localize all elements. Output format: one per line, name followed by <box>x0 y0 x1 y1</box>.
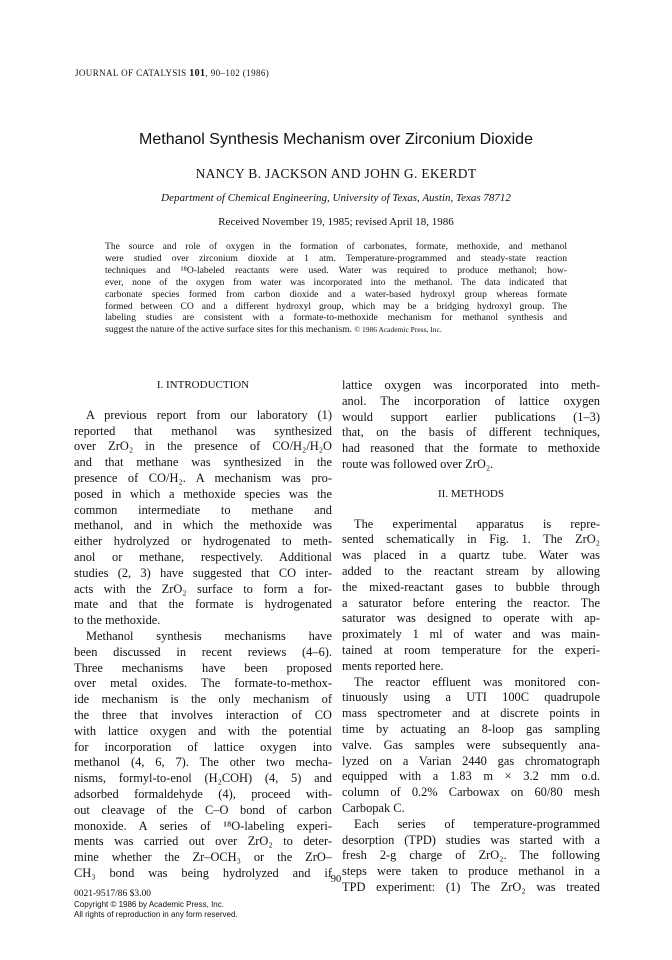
text-line: Carbopak C. <box>342 800 405 815</box>
text-line: fresh 2-g charge of ZrO₂. The following <box>342 848 600 863</box>
abstract-line: were studied over zirconium dioxide at 1 atm. Temperature-programmed and steady-state reaction <box>105 252 567 264</box>
text-line: The experimental apparatus is repre- <box>354 516 600 531</box>
text-line: route was followed over ZrO₂. <box>342 456 494 471</box>
text-line: equipped with a 1.83 m × 3.2 mm o.d. <box>342 769 600 784</box>
text-line: acts with the ZrO₂ surface to form a for- <box>74 581 332 596</box>
received-dates: Received November 19, 1985; revised April 18, 1986 <box>218 216 454 228</box>
abstract-line: suggest the nature of the active surface sites for this mechanism. © 1986 Academic Press, Inc. <box>105 324 442 336</box>
text-line: over ZrO₂ in the presence of CO/H₂/H₂O <box>74 439 332 454</box>
text-line: mass spectrometer and at discrete points in <box>342 706 600 721</box>
text-line: anol. The incorporation of lattice oxygen <box>342 393 600 408</box>
journal-pages: 90–102 (1986) <box>210 68 270 78</box>
text-line: added to the reactant stream by allowing <box>342 563 600 578</box>
text-line: mine whether the Zr–OCH₃ or the ZrO– <box>74 850 332 865</box>
text-line: ments was carried out over ZrO₂ to deter- <box>74 834 332 849</box>
text-line: presence of CO/H₂. A mechanism was pro- <box>74 470 332 485</box>
abstract-line: labeling studies are consistent with a formate-to-methoxide mechanism for methanol synthesis and <box>105 312 567 324</box>
text-line: desorption (TPD) studies was started with a <box>342 832 600 847</box>
text-line: methanol (4, 6, 7). The other two mecha- <box>74 755 332 770</box>
authors: NANCY B. JACKSON AND JOHN G. EKERDT <box>195 166 477 181</box>
text-line: tinuously using a UTI 100C quadrupole <box>342 690 600 705</box>
journal-volume: 101 <box>189 68 206 79</box>
text-line: studies (2, 3) have suggested that CO inter- <box>74 565 332 580</box>
text-line: The reactor effluent was monitored con- <box>354 674 600 689</box>
text-line: was placed in a quartz tube. Water was <box>342 548 600 563</box>
abstract-line: carbonate species formed from carbon dioxide and a water-based hydroxyl group whereas formate <box>105 288 567 300</box>
text-line: nisms, formyl-to-enol (H₂COH) (4, 5) and <box>74 771 332 786</box>
text-line: A previous report from our laboratory (1) <box>86 407 332 422</box>
text-line: TPD experiment: (1) The ZrO₂ was treated <box>342 879 600 894</box>
text-line: and that methane was synthesized in the <box>74 455 332 470</box>
text-line: posed in which a methoxide species was the <box>74 486 332 501</box>
text-line <box>342 473 600 487</box>
text-line: over metal oxides. The formate-to-methox- <box>74 676 332 691</box>
text-line: time by actuating an 8-loop gas sampling <box>342 721 600 736</box>
text-line: sented schematically in Fig. 1. The ZrO₂ <box>342 532 600 547</box>
text-line: valve. Gas samples were subsequently ana- <box>342 737 600 752</box>
text-line: CH₃ bond was being hydrolyzed and if <box>74 865 332 880</box>
text-line: to the methoxide. <box>74 613 161 628</box>
text-line: common intermediate to methane and <box>74 502 332 517</box>
text-line: column of 0.2% Carbowax on 60/80 mesh <box>342 785 600 800</box>
text-line: Three mechanisms have been proposed <box>74 660 332 675</box>
text-line: that, on the basis of different techniques, <box>342 425 600 440</box>
left-column <box>74 378 332 882</box>
abstract-line: formed between CO and a different hydroxyl group, which may be a bridging hydroxyl group. The <box>105 300 567 312</box>
text-line: monoxide. A series of ¹⁸O-labeling experi- <box>74 818 332 833</box>
text-line: a saturator before entering the reactor. The <box>342 595 600 610</box>
page-number: 90 <box>330 874 342 885</box>
section-heading: II. METHODS <box>438 487 504 500</box>
text-line: the three that involves interaction of CO <box>74 707 332 722</box>
text-line: saturator was designed to operate with ap- <box>342 611 600 626</box>
text-line: methanol, and in which the methoxide was <box>74 518 332 533</box>
abstract-copyright: © 1986 Academic Press, Inc. <box>354 325 442 335</box>
text-line: would support earlier publications (1–3) <box>342 409 600 424</box>
text-line: Each series of temperature-programmed <box>354 816 600 831</box>
text-line: tained at room temperature for the experi- <box>342 642 600 657</box>
text-line: been discussed in recent reviews (4–6). <box>74 644 332 659</box>
abstract <box>105 241 567 336</box>
text-line: ide mechanism is the only mechanism of <box>74 692 332 707</box>
copyright-line: Copyright © 1986 by Academic Press, Inc. <box>74 899 224 909</box>
journal-name: JOURNAL OF CATALYSIS <box>75 68 187 78</box>
article-title: Methanol Synthesis Mechanism over Zirconium Dioxide <box>139 131 533 148</box>
abstract-line: ever, none of the oxygen from water was incorporated into the methanol. The data indicated that <box>105 276 567 288</box>
right-column <box>342 378 600 896</box>
affiliation: Department of Chemical Engineering, University of Texas, Austin, Texas 78712 <box>161 192 511 204</box>
text-line: either hydrolyzed or hydrogenated to meth- <box>74 534 332 549</box>
rights-line: All rights of reproduction in any form reserved. <box>74 910 238 919</box>
text-line: the mixed-reactant gases to bubble through <box>342 579 600 594</box>
text-line <box>74 394 332 408</box>
journal-header: JOURNAL OF CATALYSIS 101, 90–102 (1986) <box>75 68 270 79</box>
abstract-line: The source and role of oxygen in the formation of carbonates, formate, methoxide, and methanol <box>105 241 567 252</box>
text-line: with lattice oxygen and with the potential <box>74 723 332 738</box>
text-line: steps were taken to produce methanol in a <box>342 864 600 879</box>
text-line: lyzed on a Varian 2440 gas chromatograph <box>342 753 600 768</box>
section-heading: I. INTRODUCTION <box>156 379 250 391</box>
text-line: mate and that the formate is hydrogenated <box>74 597 332 612</box>
footer <box>74 889 238 921</box>
text-line: out cleavage of the C–O bond of carbon <box>74 802 332 817</box>
text-line: proximately 1 ml of water and was main- <box>342 627 600 642</box>
text-line: had reasoned that the formate to methoxide <box>342 441 600 456</box>
abstract-line: techniques and ¹⁸O-labeled reactants were used. Water was required to produce methanol; how- <box>105 264 567 276</box>
text-line: anol or methane, respectively. Additional <box>74 549 332 564</box>
price-code: 0021-9517/86 $3.00 <box>74 889 152 899</box>
text-line: reported that methanol was synthesized <box>74 423 332 438</box>
text-line: lattice oxygen was incorporated into meth- <box>342 378 600 392</box>
text-line: for incorporation of lattice oxygen into <box>74 739 332 754</box>
text-line: Methanol synthesis mechanisms have <box>86 628 332 643</box>
text-line: adsorbed formaldehyde (4), proceed with- <box>74 786 332 801</box>
text-line: ments reported here. <box>342 658 444 673</box>
text-line <box>342 503 600 517</box>
